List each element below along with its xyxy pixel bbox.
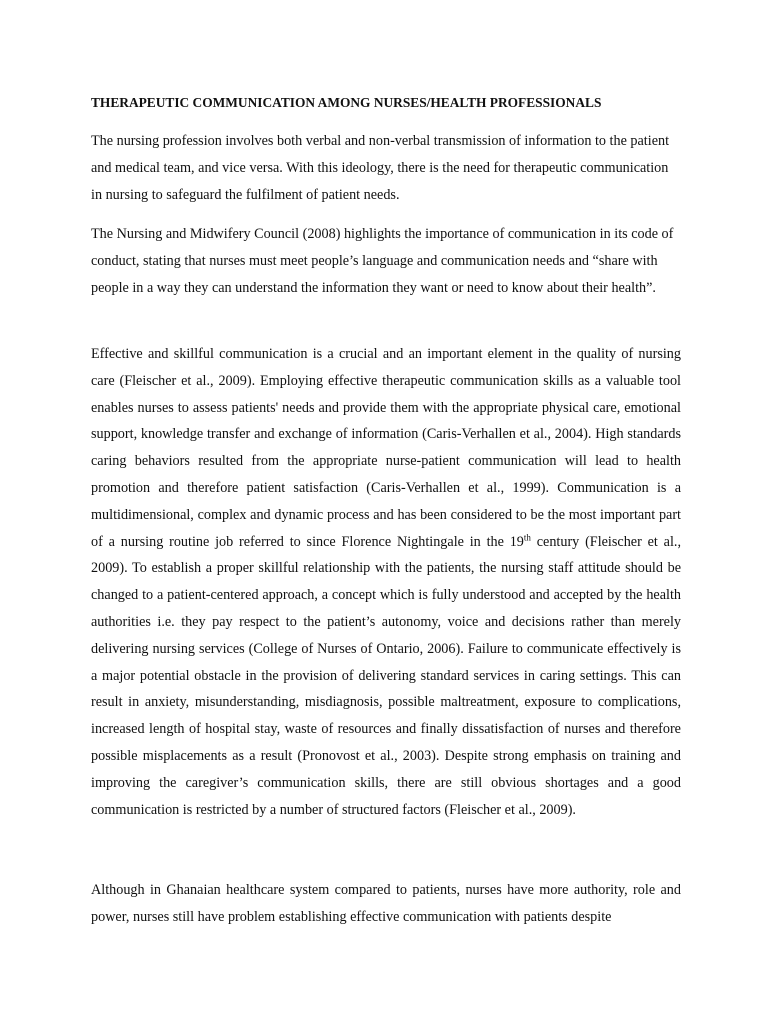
paragraph-1: The nursing profession involves both verbal and non-verbal transmission of information to the patient and medical team, and vice versa. With this ideology, there is the need for therapeutic communication in nursing to safeguard the fulfilment of patient needs.	[91, 133, 670, 203]
paragraph-3-text-start: Effective and skillful communication is a crucial and an important element in the quality of nursing care (Fleischer et al., 2009). Employing effective therapeutic communication skills as a valuable tool enables nurses to assess patients' needs and provide them with the appropriate physical care, emotional support, knowledge transfer and exchange of information (Caris-Verhallen et al., 2004). High standards caring behaviors resulted from the appropriate nurse-patient communication will lead to health promotion and therefore patient satisfaction (Caris-Verhallen et al., 1999). Communication is a multidimensional, complex and dynamic process and has been considered to be the most important part of a nursing routine job referred to since Florence Nightingale in the 19	[91, 346, 681, 550]
paragraph-3-text-end: century (Fleischer et al., 2009). To establish a proper skillful relationship with the patients, the nursing staff attitude should be changed to a patient-centered approach, a concept which is fully understood and accepted by the health authorities i.e. they pay respect to the patient’s autonomy, voice and decisions rather than merely delivering nursing services (College of Nurses of Ontario, 2006). Failure to communicate effectively is a major potential obstacle in the provision of delivering standard services in caring settings. This can result in anxiety, misunderstanding, misdiagnosis, possible maltreatment, exposure to complications, increased length of hospital stay, waste of resources and finally dissatisfaction of nurses and therefore possible misplacements as a result (Pronovost et al., 2003). Despite strong emphasis on training and improving the caregiver’s communication skills, there are still obvious shortages and a good communication is restricted by a number of structured factors (Fleischer et al., 2009).	[91, 533, 681, 818]
paragraph-3	[91, 341, 681, 823]
document-title: THERAPEUTIC COMMUNICATION AMONG NURSES/HEALTH PROFESSIONALS	[91, 95, 602, 110]
paragraph-4: Although in Ghanaian healthcare system compared to patients, nurses have more authority, role and power, nurses still have problem establishing effective communication with patients despite	[91, 882, 681, 925]
paragraph-2: The Nursing and Midwifery Council (2008) highlights the importance of communication in its code of conduct, stating that nurses must meet people’s language and communication needs and “share with people in a way they can understand the information they want or need to know about their health”.	[91, 226, 674, 296]
superscript-th: th	[523, 531, 531, 542]
